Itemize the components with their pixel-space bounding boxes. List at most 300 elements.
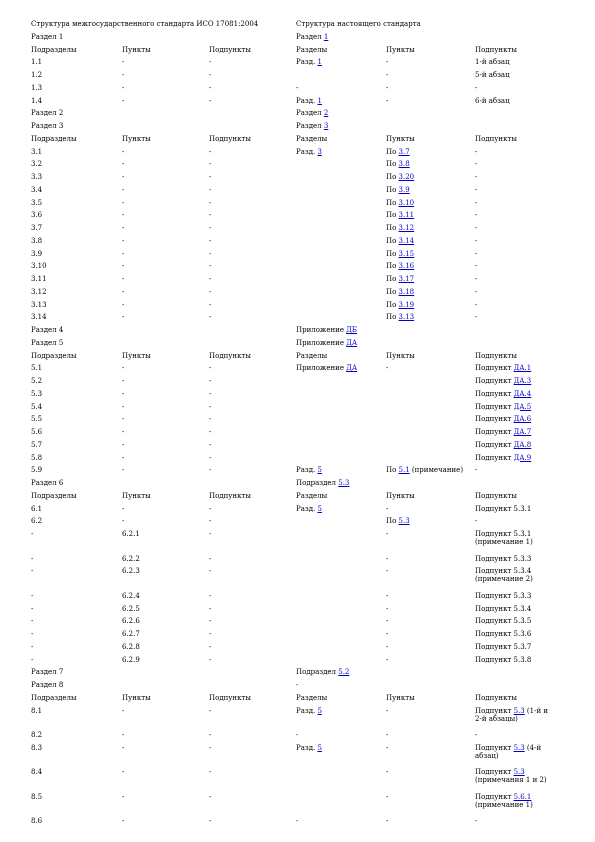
cell-text: - [209,415,212,424]
cell-text: - [209,71,212,79]
cell-text: - [209,630,212,638]
cell-text: Подпункты [209,351,251,360]
cross-reference-link[interactable]: 5.3 [513,706,525,715]
cell-text: - [386,731,389,739]
table-cell-c2 [122,517,124,525]
cell-text: - [386,617,389,626]
table-cell-c5 [386,224,414,232]
cross-reference-link[interactable]: 3.15 [398,249,415,258]
cross-reference-link[interactable]: 3.10 [398,198,415,207]
cell-text: - [386,71,389,79]
table-cell-c6 [475,793,555,809]
cell-text: - [475,83,478,92]
cross-reference-link[interactable]: 5.3 [513,768,525,777]
table-cell-c2 [122,377,124,385]
cross-reference-link[interactable]: 2 [323,109,329,118]
cell-text: Разд. [296,96,318,105]
table-cell-c3 [209,731,211,739]
cell-text: 6.2.4 [122,591,140,600]
table-row [31,694,571,707]
cross-reference-link[interactable]: 3.17 [398,275,415,283]
table-row [31,605,571,618]
cell-note: (1-й и 2-й абзацы) [475,706,549,723]
cell-text: - [31,554,34,563]
table-row [31,339,571,352]
table-cell-c3 [209,135,251,143]
cross-reference-link[interactable]: 3.8 [398,160,410,169]
table-cell-c5 [386,173,414,181]
cell-text: - [475,236,478,245]
cell-text: - [122,275,125,283]
table-cell-c4 [296,58,322,66]
table-cell-c3 [209,505,211,513]
cell-text: 5.7 [31,440,43,449]
cross-reference-link[interactable]: 5 [317,466,322,475]
table-cell-c1 [31,148,42,156]
table-cell-c6 [475,744,555,760]
table-cell-c3 [209,630,211,638]
cell-text: - [386,792,389,801]
cell-text: Раздел [296,32,324,41]
cross-reference-link[interactable]: 3 [323,122,329,130]
cross-reference-link[interactable]: 3.12 [398,224,415,232]
cell-text: - [31,591,34,600]
cell-text: Разд. [296,504,318,513]
table-cell-c3 [209,224,211,232]
table-row [31,173,571,186]
cell-text: - [209,731,212,739]
table-cell-c1 [31,262,47,270]
table-cell-c2 [122,415,124,423]
table-cell-c3 [209,262,211,270]
table-cell-c2 [122,173,124,181]
table-cell-c3 [209,617,211,625]
cell-text: - [209,211,212,220]
table-cell-c2 [122,731,124,739]
table-cell-c1 [31,694,77,702]
table-cell-c3 [209,211,211,219]
table-cell-c6 [475,403,531,411]
cell-text: Подпункты [475,351,517,360]
cell-text: Пункты [122,45,151,54]
source-structure-heading: Структура межгосударственного стандарта ИСО 17081:2004 [31,20,259,28]
table-cell-c5 [386,211,414,219]
table-cell-c6 [475,707,555,723]
table-cell-c1 [31,58,42,66]
table-row [31,199,571,212]
cell-text: - [122,313,125,322]
cell-text: - [386,567,389,576]
cell-text: - [386,768,389,777]
table-cell-c5 [386,744,388,752]
cell-text: - [475,249,478,258]
table-cell-c5 [386,656,388,664]
table-cell-c4 [296,339,357,347]
table-cell-c6 [475,768,555,784]
cell-text: - [122,517,125,526]
cell-text: Раздел [296,122,324,130]
cell-text: Подпункт [475,768,514,777]
cross-reference-link[interactable]: 1 [317,58,322,67]
table-cell-c1 [31,109,63,117]
cell-text: Пункты [122,351,151,360]
table-cell-c4 [296,326,357,334]
cell-note: (примечание) [409,466,464,475]
cell-text: - [386,530,389,538]
cross-reference-link[interactable]: ДБ [346,326,358,334]
cell-text: - [31,530,34,538]
cross-reference-link[interactable]: ДА.9 [513,453,532,462]
cell-text: - [475,160,478,169]
cell-text: - [209,249,212,258]
cross-reference-link[interactable]: 5 [317,706,322,715]
cell-text: Подразделы [31,693,77,702]
table-cell-c3 [209,390,211,398]
table-row [31,148,571,161]
cross-reference-link[interactable]: 5.3 [398,517,410,526]
table-row [31,84,571,97]
cell-text: - [209,743,212,752]
table-cell-c1 [31,122,63,130]
table-cell-c1 [31,656,33,664]
cell-text: Разд. [296,743,318,752]
cell-text: - [386,554,389,563]
cross-reference-link[interactable]: 5.6.1 [513,792,532,801]
table-cell-c2 [122,530,140,538]
cell-text: - [386,364,389,373]
cross-reference-link[interactable]: 5.1 [398,466,410,475]
cell-text: 1-й абзац [475,58,510,67]
table-cell-c1 [31,275,47,283]
table-row [31,668,571,681]
cell-text: - [296,681,299,689]
table-row [31,109,571,122]
cell-text: По [386,313,399,322]
cross-reference-link[interactable]: 5 [317,504,322,513]
table-cell-c5 [386,275,414,283]
table-cell-c6 [475,148,477,156]
cell-text: - [122,466,125,475]
cell-text: - [122,147,125,156]
table-row [31,364,571,377]
cell-text: - [475,275,478,283]
table-cell-c6 [475,84,477,92]
cell-text: - [209,275,212,283]
table-row [31,530,571,555]
cell-text: По [386,236,399,245]
cell-text: Разд. [296,466,318,475]
cross-reference-link[interactable]: 5.3 [513,743,525,752]
table-cell-c3 [209,250,211,258]
table-row [31,517,571,530]
cross-reference-link[interactable]: 5.3 [338,479,350,487]
cell-text: 3.8 [31,236,43,245]
table-cell-c5 [386,237,414,245]
cell-text: 6.2.8 [122,642,140,651]
cell-text: По [386,262,399,271]
table-cell-c1 [31,301,47,309]
cell-text: - [209,262,212,271]
table-cell-c2 [122,492,151,500]
table-cell-c5 [386,71,388,79]
table-cell-c4 [296,492,327,500]
table-cell-c3 [209,84,211,92]
cell-text: 5.9 [31,466,43,475]
cell-text: - [209,300,212,309]
cell-text: - [209,504,212,513]
table-row [31,58,571,71]
table-cell-c2 [122,454,124,462]
table-cell-c2 [122,250,124,258]
table-cell-c6 [475,58,510,66]
cell-text: - [296,817,299,826]
table-cell-c2 [122,135,151,143]
table-cell-c4 [296,46,327,54]
cell-text: Подпункт 5.3.4 [475,604,532,613]
table-cell-c1 [31,237,42,245]
cell-text: Подпункт 5.3.4 (примечание 2) [475,567,533,584]
cell-text: 8.4 [31,768,43,777]
table-row [31,555,571,568]
cell-text: Подпункт [475,364,514,373]
table-row [31,466,571,479]
cross-reference-link[interactable]: 3.19 [398,300,415,309]
cell-text: Подпункт [475,377,514,385]
table-cell-c1 [31,84,42,92]
cell-text: - [209,96,212,105]
cell-text: Разд. [296,147,318,156]
table-cell-c3 [209,592,211,600]
cell-text: - [475,262,478,271]
table-cell-c3 [209,567,211,575]
cell-text: - [122,262,125,271]
cell-text: - [475,173,478,181]
table-cell-c6 [475,224,477,232]
cell-text: 6-й абзац [475,96,510,105]
table-cell-c3 [209,160,211,168]
cell-text: Подразделы [31,351,77,360]
cross-reference-link[interactable]: ДА [346,338,358,347]
table-cell-c6 [475,454,531,462]
cell-text: 5.5 [31,415,43,424]
table-cell-c3 [209,364,211,372]
table-cell-c3 [209,555,211,563]
cell-text: 3.10 [31,262,47,271]
table-cell-c2 [122,237,124,245]
cell-text: Подпункты [209,491,251,500]
table-cell-c1 [31,466,42,474]
cell-text: - [475,147,478,156]
table-cell-c5 [386,58,388,66]
cell-text: По [386,211,399,220]
table-cell-c4 [296,668,349,676]
cross-reference-link[interactable]: 3.13 [398,313,415,322]
cell-text: Подпункты [209,45,251,54]
cell-text: - [209,389,212,398]
cell-text: Разделы [296,491,328,500]
cell-text: - [122,389,125,398]
cell-text: - [122,224,125,232]
table-cell-c3 [209,707,211,715]
table-cell-c3 [209,428,211,436]
table-cell-c1 [31,768,42,776]
table-cell-c1 [31,731,42,739]
table-cell-c4 [296,109,328,117]
cross-reference-link[interactable]: ДА.4 [513,389,532,398]
cross-reference-link[interactable]: 3.20 [398,173,415,181]
cell-text: Подпункты [475,491,517,500]
table-cell-c1 [31,454,42,462]
cell-text: - [209,198,212,207]
cell-text: По [386,185,399,194]
table-cell-c4 [296,135,327,143]
cell-text: Разделы [296,134,328,143]
cross-reference-link[interactable]: 3.11 [398,211,415,220]
table-cell-c3 [209,768,211,776]
table-cell-c6 [475,135,517,143]
cross-reference-link[interactable]: 5 [317,743,322,752]
table-cell-c6 [475,817,477,825]
table-cell-c4 [296,122,328,130]
table-cell-c3 [209,817,211,825]
table-cell-c6 [475,199,477,207]
correspondence-table [31,33,571,830]
cell-text: - [209,466,212,475]
cell-text: - [122,415,125,424]
table-cell-c3 [209,415,211,423]
cell-text: Пункты [386,45,415,54]
table-cell-c5 [386,707,388,715]
cell-text: - [209,655,212,664]
cross-reference-link[interactable]: 1 [317,96,322,105]
cross-reference-link[interactable]: ДА.1 [513,364,532,373]
cell-text: 5.6 [31,428,43,436]
cross-reference-link[interactable]: ДА.8 [513,440,532,449]
table-cell-c5 [386,505,388,513]
cell-text: Подпункт [475,428,514,436]
cell-text: Подпункт [475,415,514,424]
cell-text: Разделы [296,45,328,54]
table-cell-c2 [122,288,124,296]
cross-reference-link[interactable]: 3.9 [398,185,410,194]
cell-text: - [122,71,125,79]
table-cell-c3 [209,605,211,613]
table-cell-c5 [386,250,414,258]
cell-text: - [209,591,212,600]
cross-reference-link[interactable]: 1 [323,32,329,41]
cell-text: - [31,617,34,626]
table-cell-c4 [296,505,322,513]
table-row [31,224,571,237]
table-cell-c5 [386,148,410,156]
cell-note: (примечание 1) [475,800,533,809]
cross-reference-link[interactable]: 3.14 [398,236,415,245]
cell-text: - [209,453,212,462]
table-cell-c2 [122,656,140,664]
cell-text: - [475,198,478,207]
table-row [31,390,571,403]
cross-reference-link[interactable]: ДА [346,364,358,373]
cell-text: - [122,504,125,513]
cross-reference-link[interactable]: ДА.6 [513,415,532,424]
table-cell-c1 [31,505,42,513]
cell-text: - [122,287,125,296]
cell-text: - [209,617,212,626]
table-row [31,97,571,110]
cell-note: (примечания 1 и 2) [475,776,547,785]
table-cell-c6 [475,415,531,423]
cross-reference-link[interactable]: 3.16 [398,262,415,271]
table-row [31,288,571,301]
table-row [31,326,571,339]
cross-reference-link[interactable]: 3.7 [398,147,410,156]
table-cell-c2 [122,441,124,449]
table-cell-c6 [475,160,477,168]
cell-text: Раздел 6 [31,479,64,487]
cell-text: 5-й абзац [475,71,510,79]
cell-text: - [31,604,34,613]
cross-reference-link[interactable]: ДА.5 [513,402,532,411]
table-cell-c6 [475,186,477,194]
table-cell-c3 [209,288,211,296]
cell-text: - [209,364,212,373]
cell-text: - [475,313,478,322]
cell-text: Подпункт 5.3.3 [475,554,532,563]
cell-text: - [209,402,212,411]
table-row [31,630,571,643]
table-cell-c3 [209,173,211,181]
cell-text: - [386,817,389,826]
cell-text: - [122,96,125,105]
cell-text: - [209,817,212,826]
table-cell-c1 [31,313,47,321]
table-cell-c3 [209,492,251,500]
table-cell-c6 [475,530,555,546]
cross-reference-link[interactable]: 3 [317,147,322,156]
cross-reference-link[interactable]: ДА.3 [513,377,532,385]
table-cell-c6 [475,262,477,270]
table-cell-c4 [296,731,298,739]
cross-reference-link[interactable]: 3.18 [398,287,415,296]
cell-text: - [386,504,389,513]
table-cell-c3 [209,199,211,207]
table-cell-c5 [386,817,388,825]
table-cell-c2 [122,605,140,613]
table-cell-c6 [475,352,517,360]
table-cell-c2 [122,301,124,309]
cell-text: Подпункт [475,389,514,398]
table-row [31,237,571,250]
cell-text: Пункты [386,491,415,500]
cell-text: - [475,185,478,194]
table-cell-c3 [209,793,211,801]
table-cell-c6 [475,492,517,500]
cross-reference-link[interactable]: 5.2 [338,668,350,677]
cell-text: 3.9 [31,249,43,258]
table-cell-c2 [122,390,124,398]
cell-text: 3.11 [31,275,47,283]
table-cell-c1 [31,377,42,385]
cell-text: Раздел 4 [31,326,64,334]
cell-text: Разд. [296,58,318,67]
cell-text: Разделы [296,351,328,360]
cell-text: - [122,83,125,92]
table-cell-c6 [475,656,531,664]
table-cell-c2 [122,71,124,79]
cross-reference-link[interactable]: ДА.7 [513,428,532,436]
cell-text: 3.7 [31,224,43,232]
cell-text: 6.2.5 [122,604,140,613]
